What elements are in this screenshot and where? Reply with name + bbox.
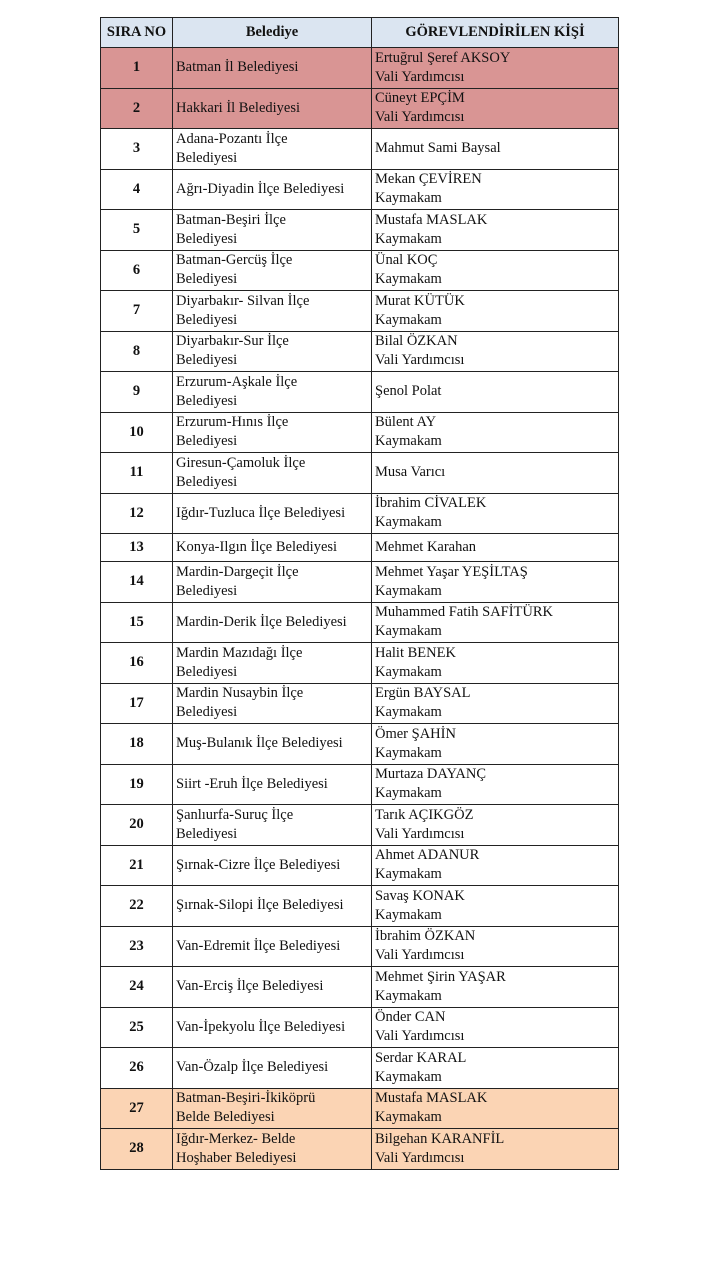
sira-no-cell: 28 [101,1129,173,1170]
table-row [101,845,619,886]
gorevli-line: Kaymakam [375,1068,442,1085]
sira-no-cell: 22 [101,886,173,927]
sira-no-cell: 26 [101,1048,173,1089]
sira-no-cell: 11 [101,453,173,494]
belediye-cell [173,683,372,724]
gorevli-line: Savaş KONAK [375,887,465,904]
gorevli-cell [372,129,619,170]
gorevli-cell [372,453,619,494]
belediye-cell [173,250,372,291]
gorevli-line: Vali Yardımcısı [375,825,465,842]
gorevli-cell [372,372,619,413]
belediye-line: Konya-Ilgın İlçe Belediyesi [176,539,338,555]
belediye-cell [173,412,372,453]
table-row [101,250,619,291]
belediye-cell [173,169,372,210]
gorevli-line: Önder CAN [375,1009,446,1026]
belediye-cell [173,1048,372,1089]
gorevli-cell [372,210,619,251]
belediye-line: Mardin Mazıdağı İlçe [176,644,303,661]
belediye-line: Mardin Nusaybin İlçe [176,685,304,702]
belediye-cell [173,534,372,562]
sira-no-cell: 5 [101,210,173,251]
gorevli-line: Bilal ÖZKAN [375,333,458,350]
belediye-line: Belediyesi [176,149,238,166]
belediye-line: Belediyesi [176,433,238,450]
belediye-line: Diyarbakır-Sur İlçe [176,333,289,350]
belediye-line: Şırnak-Silopi İlçe Belediyesi [176,897,344,914]
belediye-line: Belediyesi [176,230,238,247]
belediye-line: Belediyesi [176,663,238,680]
sira-no-cell: 13 [101,534,173,562]
sira-no-cell: 18 [101,724,173,765]
sira-no-cell: 4 [101,169,173,210]
gorevli-cell [372,1088,619,1129]
belediye-line: Belediyesi [176,825,238,842]
belediye-line: Mardin-Derik İlçe Belediyesi [176,613,347,630]
sira-no-cell: 24 [101,967,173,1008]
belediye-line: Belediyesi [176,271,238,288]
table-row [101,886,619,927]
gorevli-cell [372,48,619,89]
sira-no-cell: 12 [101,493,173,534]
belediye-cell [173,724,372,765]
table-row [101,129,619,170]
gorevli-line: Kaymakam [375,785,442,802]
gorevli-cell [372,683,619,724]
gorevli-line: Ergün BAYSAL [375,685,471,702]
gorevli-line: Ömer ŞAHİN [375,725,456,742]
gorevli-line: Tarık AÇIKGÖZ [375,806,474,823]
gorevli-line: Mehmet Şirin YAŞAR [375,968,506,985]
gorevli-cell [372,412,619,453]
gorevli-cell [372,250,619,291]
sira-no-cell: 23 [101,926,173,967]
sira-no-cell: 7 [101,291,173,332]
table-row [101,1048,619,1089]
belediye-cell [173,291,372,332]
belediye-line: Iğdır-Merkez- Belde [176,1130,296,1147]
belediye-cell [173,331,372,372]
gorevli-cell [372,534,619,562]
appointments-table [100,17,619,1170]
belediye-cell [173,764,372,805]
gorevli-line: Vali Yardımcısı [375,352,465,369]
table-row [101,493,619,534]
belediye-line: Batman-Gercüş İlçe [176,252,293,269]
sira-no-cell: 3 [101,129,173,170]
gorevli-line: Ünal KOÇ [375,252,438,269]
gorevli-line: Cüneyt EPÇİM [375,90,465,107]
sira-no-cell: 19 [101,764,173,805]
gorevli-cell [372,291,619,332]
gorevli-cell [372,493,619,534]
sira-no-cell: 25 [101,1007,173,1048]
gorevli-line: Vali Yardımcısı [375,947,465,964]
belediye-line: Belediyesi [176,352,238,369]
table-row [101,805,619,846]
table-row [101,169,619,210]
gorevli-cell [372,724,619,765]
belediye-line: Muş-Bulanık İlçe Belediyesi [176,735,343,752]
header-sira-no: SIRA NO [101,18,173,48]
gorevli-line: Musa Varıcı [375,464,446,481]
table-row [101,683,619,724]
belediye-line: Batman-Beşiri İlçe [176,211,286,228]
belediye-line: Belediyesi [176,704,238,721]
table-row [101,291,619,332]
table-row [101,48,619,89]
table-row [101,602,619,643]
gorevli-line: Bülent AY [375,414,437,431]
belediye-cell [173,88,372,129]
gorevli-line: Kaymakam [375,987,442,1004]
gorevli-line: Kaymakam [375,514,442,531]
belediye-cell [173,453,372,494]
gorevli-line: Mehmet Karahan [375,539,477,555]
table-row [101,412,619,453]
gorevli-line: Kaymakam [375,433,442,450]
belediye-cell [173,643,372,684]
table-row [101,88,619,129]
belediye-line: Van-Edremit İlçe Belediyesi [176,937,341,954]
gorevli-cell [372,331,619,372]
belediye-line: Belediyesi [176,582,238,599]
table-row [101,453,619,494]
gorevli-line: Kaymakam [375,190,442,207]
belediye-cell [173,886,372,927]
gorevli-line: Murat KÜTÜK [375,292,465,309]
belediye-line: Belediyesi [176,392,238,409]
gorevli-line: Kaymakam [375,744,442,761]
gorevli-line: Ahmet ADANUR [375,847,480,864]
belediye-cell [173,1088,372,1129]
belediye-cell [173,1007,372,1048]
belediye-cell [173,926,372,967]
sira-no-cell: 21 [101,845,173,886]
gorevli-line: Kaymakam [375,311,442,328]
belediye-cell [173,210,372,251]
belediye-line: Van-Erciş İlçe Belediyesi [176,978,324,995]
sira-no-cell: 1 [101,48,173,89]
belediye-line: Belediyesi [176,473,238,490]
belediye-cell [173,845,372,886]
gorevli-line: Mustafa MASLAK [375,211,488,228]
gorevli-line: Kaymakam [375,906,442,923]
belediye-cell [173,562,372,603]
belediye-line: Erzurum-Aşkale İlçe [176,373,298,390]
belediye-line: Belediyesi [176,311,238,328]
belediye-line: Şırnak-Cizre İlçe Belediyesi [176,856,341,873]
table-row [101,210,619,251]
sira-no-cell: 15 [101,602,173,643]
table-row [101,643,619,684]
table-row [101,331,619,372]
gorevli-line: Halit BENEK [375,644,456,661]
gorevli-line: Mehmet Yaşar YEŞİLTAŞ [375,563,528,580]
table-header-row [101,18,619,48]
gorevli-cell [372,764,619,805]
belediye-line: Hoşhaber Belediyesi [176,1149,297,1166]
gorevli-line: Mahmut Sami Baysal [375,140,501,157]
gorevli-line: İbrahim CİVALEK [375,495,487,512]
table-row [101,764,619,805]
gorevli-cell [372,1129,619,1170]
gorevli-line: İbrahim ÖZKAN [375,928,476,945]
gorevli-line: Vali Yardımcısı [375,109,465,126]
belediye-line: Hakkari İl Belediyesi [176,99,301,116]
sira-no-cell: 10 [101,412,173,453]
table-row [101,724,619,765]
sira-no-cell: 6 [101,250,173,291]
table-row [101,926,619,967]
table-row [101,534,619,562]
gorevli-line: Kaymakam [375,230,442,247]
gorevli-line: Şenol Polat [375,383,442,400]
belediye-line: Giresun-Çamoluk İlçe [176,454,306,471]
gorevli-cell [372,88,619,129]
belediye-line: Şanlıurfa-Suruç İlçe [176,806,294,823]
gorevli-line: Mustafa MASLAK [375,1090,488,1107]
gorevli-cell [372,805,619,846]
gorevli-cell [372,562,619,603]
gorevli-line: Serdar KARAL [375,1049,467,1066]
gorevli-line: Mekan ÇEVİREN [375,171,482,188]
gorevli-line: Kaymakam [375,866,442,883]
gorevli-line: Vali Yardımcısı [375,68,465,85]
sira-no-cell: 9 [101,372,173,413]
sira-no-cell: 27 [101,1088,173,1129]
gorevli-line: Kaymakam [375,1109,442,1126]
belediye-line: Van-Özalp İlçe Belediyesi [176,1059,329,1076]
belediye-cell [173,372,372,413]
belediye-cell [173,805,372,846]
gorevli-line: Muhammed Fatih SAFİTÜRK [375,604,554,621]
gorevli-line: Murtaza DAYANÇ [375,766,487,783]
gorevli-line: Kaymakam [375,582,442,599]
table-row [101,562,619,603]
belediye-cell [173,1129,372,1170]
belediye-line: Belde Belediyesi [176,1109,275,1126]
table-row [101,372,619,413]
belediye-line: Adana-Pozantı İlçe [176,130,288,147]
belediye-line: Siirt -Eruh İlçe Belediyesi [176,775,328,792]
belediye-line: Diyarbakır- Silvan İlçe [176,292,310,309]
gorevli-cell [372,886,619,927]
header-gorevlendirilen-kisi: GÖREVLENDİRİLEN KİŞİ [372,18,619,48]
sira-no-cell: 17 [101,683,173,724]
sira-no-cell: 16 [101,643,173,684]
gorevli-cell [372,1007,619,1048]
table-row [101,1129,619,1170]
header-belediye: Belediye [173,18,372,48]
sira-no-cell: 8 [101,331,173,372]
gorevli-cell [372,1048,619,1089]
belediye-cell [173,967,372,1008]
gorevli-line: Vali Yardımcısı [375,1028,465,1045]
gorevli-cell [372,926,619,967]
gorevli-line: Kaymakam [375,271,442,288]
belediye-line: Mardin-Dargeçit İlçe [176,563,299,580]
gorevli-line: Kaymakam [375,623,442,640]
table-row [101,967,619,1008]
sira-no-cell: 14 [101,562,173,603]
belediye-cell [173,493,372,534]
belediye-line: Ağrı-Diyadin İlçe Belediyesi [176,180,345,197]
belediye-cell [173,129,372,170]
gorevli-line: Bilgehan KARANFİL [375,1130,505,1147]
gorevli-line: Kaymakam [375,663,442,680]
gorevli-line: Ertuğrul Şeref AKSOY [375,49,511,66]
gorevli-cell [372,845,619,886]
belediye-line: Erzurum-Hınıs İlçe [176,414,289,431]
sira-no-cell: 20 [101,805,173,846]
belediye-line: Van-İpekyolu İlçe Belediyesi [176,1018,346,1035]
belediye-cell [173,48,372,89]
gorevli-cell [372,169,619,210]
belediye-line: Batman-Beşiri-İkiköprü [176,1090,316,1107]
belediye-cell [173,602,372,643]
belediye-line: Iğdır-Tuzluca İlçe Belediyesi [176,504,346,521]
gorevli-line: Kaymakam [375,704,442,721]
table-row [101,1007,619,1048]
gorevli-cell [372,967,619,1008]
gorevli-line: Vali Yardımcısı [375,1149,465,1166]
belediye-line: Batman İl Belediyesi [176,59,299,76]
sira-no-cell: 2 [101,88,173,129]
gorevli-cell [372,643,619,684]
table-row [101,1088,619,1129]
gorevli-cell [372,602,619,643]
table-body [101,48,619,1170]
